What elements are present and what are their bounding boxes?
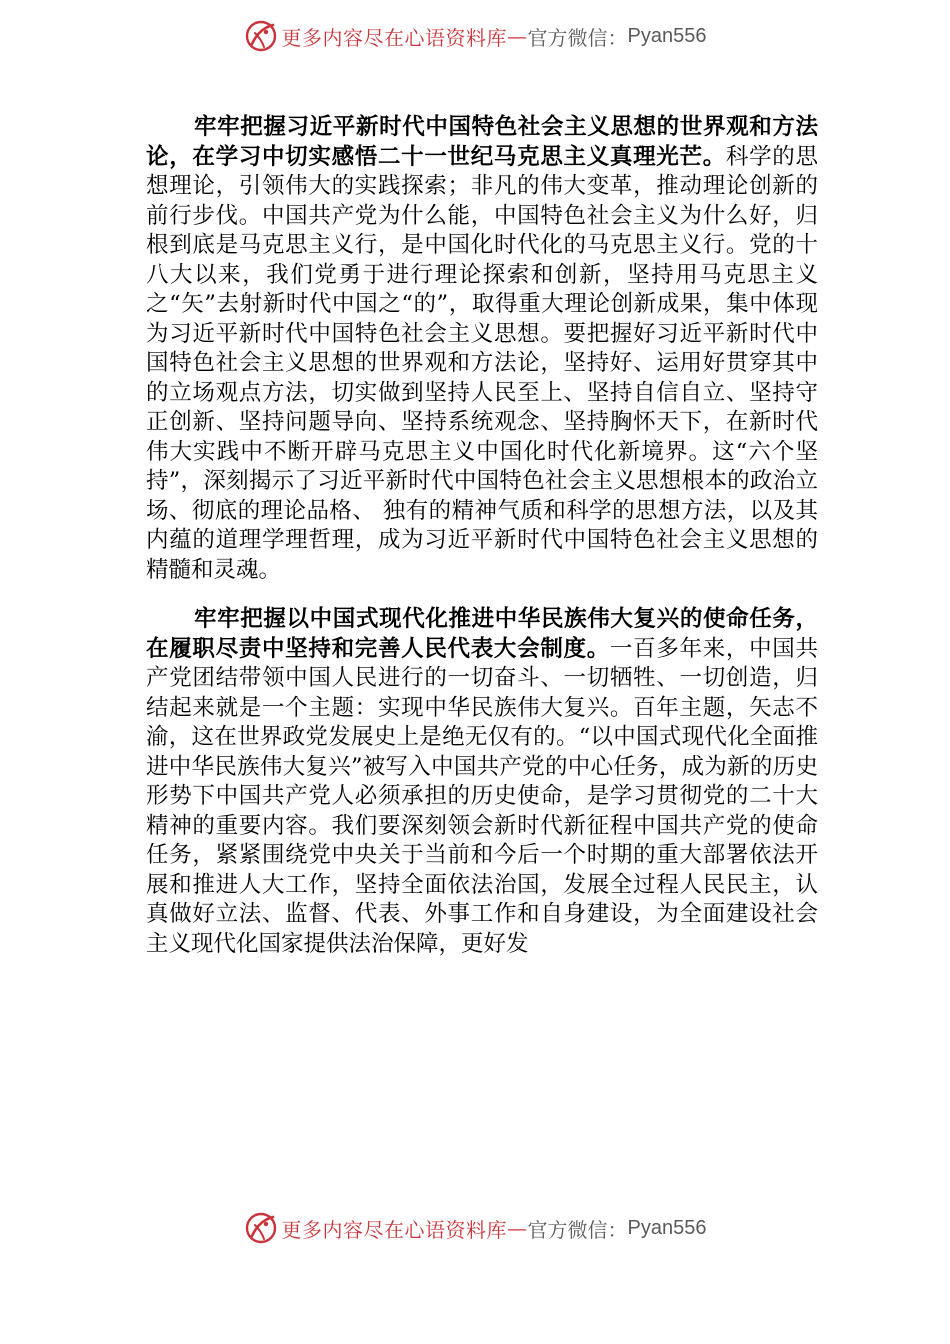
banner-dash: — bbox=[507, 24, 528, 48]
banner-wechat-id: Pyan556 bbox=[627, 24, 707, 47]
brand-logo-icon bbox=[244, 19, 278, 53]
paragraph-2 bbox=[146, 605, 818, 959]
banner-promo-text: 更多内容尽在心语资料库 bbox=[281, 25, 508, 50]
paragraph-2-lead: 牢牢把握以中国式现代化推进中华民族伟大复兴的使命任务，在履职尽责中坚持和完善人民代表大会制度。 bbox=[146, 606, 818, 662]
paragraph-1 bbox=[146, 113, 818, 585]
brand-logo-icon bbox=[244, 1211, 278, 1245]
banner-wechat-label: 官方微信： bbox=[527, 25, 628, 50]
paragraph-2-body: 一百多年来，中国共产党团结带领中国人民进行的一切奋斗、一切牺牲、一切创造，归结起来就是一个主题：实现中华民族伟大复兴。百年主题，矢志不渝，这在世界政党发展史上是绝无仅有的。“以中国式现代化全面推进中华民族伟大复兴”被写入中国共产党的中心任务，成为新的历史形势下中国共产党人必须承担的历史使命，是学习贯彻党的二十大精神的重要内容。我们要深刻领会新时代新征程中国共产党的使命任务，紧紧围绕党中央关于当前和今后一个时期的重大部署依法开展和推进人大工作，坚持全面依法治国，发展全过程人民民主，认真做好立法、监督、代表、外事工作和自身建设，为全面建设社会主义现代化国家提供法治保障，更好发 bbox=[146, 635, 818, 957]
footer-wechat-id: Pyan556 bbox=[627, 1216, 707, 1239]
footer-wechat-label: 官方微信： bbox=[527, 1217, 628, 1242]
document-body bbox=[146, 113, 818, 959]
footer-dash: — bbox=[507, 1216, 528, 1240]
paragraph-1-body: 科学的思想理论，引领伟大的实践探索；非凡的伟大变革，推动理论创新的前行步伐。中国共产党为什么能，中国特色社会主义为什么好，归根到底是马克思主义行，是中国化时代化的马克思主义行。党的十八大以来，我们党勇于进行理论探索和创新，坚持用马克思主义之“矢”去射新时代中国之“的”，取得重大理论创新成果，集中体现为习近平新时代中国特色社会主义思想。要把握好习近平新时代中国特色社会主义思想的世界观和方法论，坚持好、运用好贯穿其中的立场观点方法，切实做到坚持人民至上、坚持自信自立、坚持守正创新、坚持问题导向、坚持系统观念、坚持胸怀天下，在新时代伟大实践中不断开辟马克思主义中国化时代化新境界。这“六个坚持”，深刻揭示了习近平新时代中国特色社会主义思想根本的政治立场、彻底的理论品格、 独有的精神气质和科学的思想方法，以及其内蕴的道理学理哲理，成为习近平新时代中国特色社会主义思想的精髓和灵魂。 bbox=[146, 143, 818, 583]
header-banner bbox=[0, 14, 950, 58]
paragraph-1-lead: 牢牢把握习近平新时代中国特色社会主义思想的世界观和方法论，在学习中切实感悟二十一世纪马克思主义真理光芒。 bbox=[146, 114, 818, 170]
footer-promo-text: 更多内容尽在心语资料库 bbox=[281, 1217, 508, 1242]
footer-banner bbox=[0, 1206, 950, 1250]
